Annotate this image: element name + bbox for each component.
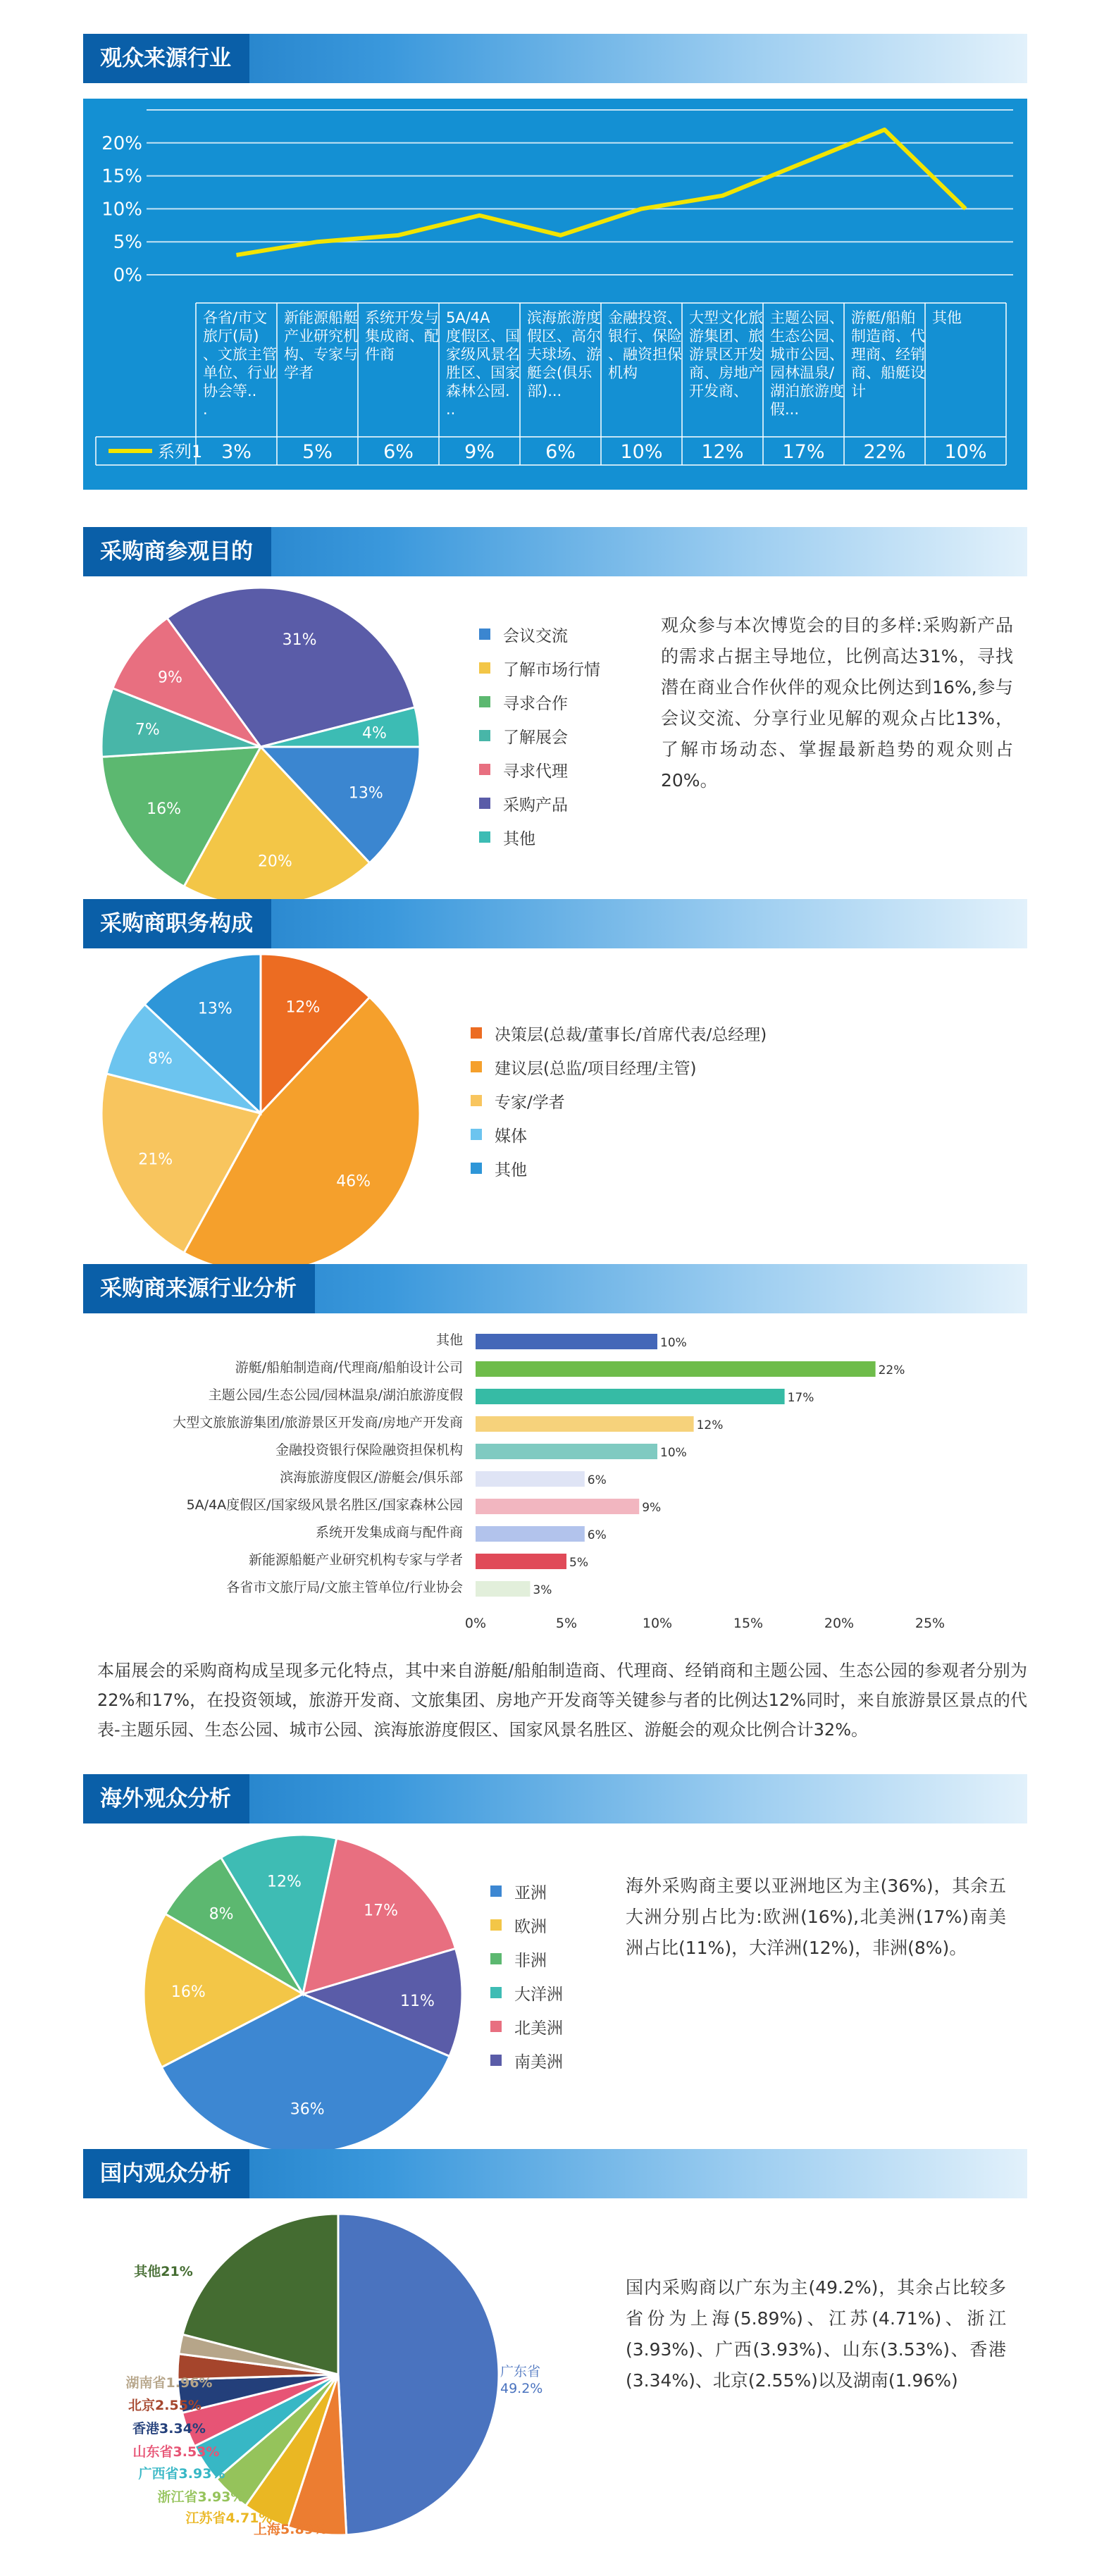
legend-label: 寻求代理 [503, 762, 568, 781]
pie-slice [338, 2214, 499, 2535]
slice-label: 北京2.55% [128, 2398, 202, 2413]
legend-label: 决策层(总裁/董事长/首席代表/总经理) [495, 1025, 767, 1044]
slice-label: 湖南省1.96% [125, 2375, 213, 2391]
legend-label: 南美洲 [514, 2052, 563, 2072]
overseas-legend-item [490, 1942, 563, 1976]
bar [476, 1554, 566, 1569]
pie-chart-visit-purpose [99, 585, 423, 909]
bar [476, 1416, 694, 1432]
x-tick-label: 0% [464, 1616, 487, 1631]
bar-value-label: 6% [587, 1528, 607, 1542]
bar-value-label: 12% [696, 1418, 724, 1432]
legend-label: 欧洲 [514, 1917, 547, 1936]
legend-swatch [479, 764, 490, 775]
section-header-overseas-audience [83, 1774, 1027, 1823]
category-label: 各省/市文旅厅(局)、文旅主管单位、行业协会等.. . [203, 309, 277, 418]
bar-value-label: 5% [569, 1556, 588, 1570]
bar [476, 1389, 785, 1404]
bar-chart-industry-analysis [70, 1325, 1043, 1649]
legend-label: 其他 [495, 1160, 527, 1179]
category-label: 主题公园、生态公园、城市公园、园林温泉/湖泊旅游度假... [770, 309, 844, 418]
x-tick-label: 20% [824, 1616, 855, 1631]
slice-label: 46% [336, 1172, 371, 1191]
legend-swatch [490, 1919, 502, 1931]
job-composition-legend-item [471, 1117, 767, 1151]
legend-swatch [471, 1129, 482, 1140]
slice-label: 浙江省3.93% [157, 2489, 244, 2505]
legend-swatch [479, 696, 490, 707]
data-value-label: 10% [620, 441, 663, 463]
data-value-label: 5% [302, 441, 333, 463]
slice-label: 13% [348, 784, 383, 803]
pie-chart-job-composition [99, 951, 423, 1275]
legend-label: 会议交流 [503, 626, 568, 645]
legend-swatch [490, 2055, 502, 2066]
legend-label-series1: 系列1 [158, 442, 203, 462]
visit-purpose-legend-item [479, 820, 600, 854]
pie-chart-domestic-audience [56, 2205, 578, 2544]
legend-label: 采购产品 [503, 795, 568, 815]
job-composition-legend-item [471, 1050, 767, 1084]
category-label: 系统开发与集成商、配件商 [365, 309, 439, 363]
visit-purpose-legend-item [479, 685, 600, 719]
y-tick-label: 0% [113, 265, 142, 286]
slice-label: 8% [209, 1905, 234, 1924]
slice-label: 49.2% [500, 2381, 543, 2396]
industry-analysis-description: 本届展会的采购商构成呈现多元化特点，其中来自游艇/船舶制造商、代理商、经销商和主题公园、生态公园的参观者分别为22%和17%，在投资领域，旅游开发商、文旅集团、房地产开发商等关键参与者的比例达12%同时，来自旅游景区景点的代表-主题乐园、生态公园、城市公园、滨海旅游度假区、国家风景名胜区、游艇会的观众比例合计32%。 [97, 1661, 1027, 1740]
x-tick-label: 10% [642, 1616, 673, 1631]
section-title: 采购商来源行业分析 [83, 1264, 315, 1313]
slice-label: 20% [257, 853, 292, 871]
slice-label: 广西省3.93% [138, 2466, 225, 2482]
bar-category-label: 其他 [435, 1332, 463, 1348]
legend-label: 了解市场行情 [503, 660, 600, 679]
legend-swatch [479, 662, 490, 674]
domestic-audience-description: 国内采购商以广东为主(49.2%)，其余占比较多省份为上海(5.89%)、江苏(4.71%)、浙江(3.93%)、广西(3.93%)、山东(3.53%)、香港(3.34%)、北京(2.55%)以及湖南(1.96%) [626, 2277, 1006, 2391]
series-line-series1 [237, 130, 966, 255]
slice-label: 17% [364, 1902, 399, 1920]
category-label: 新能源船艇产业研究机构、专家与学者 [284, 309, 358, 381]
data-value-label: 12% [701, 441, 744, 463]
legend-label: 非洲 [514, 1951, 547, 1970]
slice-label: 上海5.89% [254, 2522, 327, 2537]
bar-value-label: 3% [533, 1583, 552, 1597]
section-title: 国内观众分析 [83, 2149, 249, 2198]
x-tick-label: 15% [733, 1616, 764, 1631]
section-title: 观众来源行业 [83, 34, 249, 83]
bar [476, 1444, 657, 1459]
y-tick-label: 10% [101, 199, 142, 221]
section-title: 采购商参观目的 [83, 527, 271, 576]
bar-value-label: 10% [660, 1336, 687, 1350]
legend-swatch [490, 1885, 502, 1897]
slice-label: 13% [197, 1000, 232, 1018]
bar [476, 1499, 639, 1514]
bar-category-label: 新能源船艇产业研究机构专家与学者 [248, 1552, 463, 1568]
overseas-audience-description: 海外采购商主要以亚洲地区为主(36%)，其余五大洲分别占比为:欧洲(16%),北美洲(17%)南美洲占比(11%)，大洋洲(12%)，非洲(8%)。 [626, 1876, 1006, 1958]
slice-label: 21% [138, 1151, 173, 1169]
legend-swatch [479, 628, 490, 640]
visit-purpose-legend-item [479, 617, 600, 651]
overseas-legend-item [490, 1874, 563, 1908]
slice-label: 12% [266, 1873, 302, 1891]
legend-swatch [490, 1953, 502, 1964]
legend-job-composition [471, 1016, 767, 1185]
data-value-label: 3% [221, 441, 252, 463]
bar-value-label: 10% [660, 1446, 687, 1460]
section-header-job-composition [83, 899, 1027, 948]
bar-category-label: 5A/4A度假区/国家级风景名胜区/国家森林公园 [186, 1497, 463, 1513]
legend-label: 亚洲 [514, 1883, 547, 1902]
category-label: 游艇/船舶制造商、代理商、经销商、船艇设计 [851, 309, 925, 400]
slice-label: 31% [282, 631, 317, 649]
section-title: 海外观众分析 [83, 1774, 249, 1823]
data-value-label: 6% [545, 441, 576, 463]
slice-label: 香港3.34% [132, 2421, 206, 2436]
bar-category-label: 游艇/船舶制造商/代理商/船舶设计公司 [235, 1360, 463, 1375]
job-composition-legend-item [471, 1151, 767, 1185]
slice-label: 7% [135, 721, 160, 739]
data-value-label: 22% [863, 441, 906, 463]
category-label: 金融投资、银行、保险、融资担保机构 [608, 309, 682, 381]
legend-label: 建议层(总监/项目经理/主管) [495, 1059, 697, 1078]
slice-label: 江苏省4.71% [185, 2510, 273, 2526]
legend-swatch [490, 1987, 502, 1998]
job-composition-legend-item [471, 1016, 767, 1050]
bar-category-label: 金融投资银行保险融资担保机构 [275, 1442, 463, 1458]
legend-label: 寻求合作 [503, 694, 568, 713]
bar-value-label: 17% [787, 1391, 814, 1405]
slice-label: 4% [361, 724, 387, 743]
section-header-domestic-audience [83, 2149, 1027, 2198]
visit-purpose-description: 观众参与本次博览会的目的多样:采购新产品的需求占据主导地位，比例高达31%，寻找潜在商业合作伙伴的观众比例达到16%,参与会议交流、分享行业见解的观众占比13%，了解市场动态、掌握最新趋势的观众则占20%。 [661, 615, 1013, 791]
data-value-label: 9% [464, 441, 495, 463]
x-tick-label: 25% [914, 1616, 946, 1631]
slice-label: 8% [147, 1050, 173, 1068]
legend-label: 其他 [503, 829, 535, 848]
slice-label: 9% [157, 669, 182, 687]
legend-swatch [490, 2021, 502, 2032]
category-label: 5A/4A 度假区、国家级风景名胜区、国家森林公园. .. [446, 309, 520, 418]
slice-label: 山东省3.53% [132, 2444, 220, 2460]
legend-swatch [471, 1095, 482, 1106]
section-header-industry-analysis [83, 1264, 1027, 1313]
bar-category-label: 大型文旅旅游集团/旅游景区开发商/房地产开发商 [173, 1415, 463, 1430]
visit-purpose-legend-item [479, 753, 600, 786]
bar [476, 1361, 876, 1377]
legend-swatch [479, 730, 490, 741]
slice-label: 广东省 [500, 2364, 541, 2379]
bar [476, 1471, 585, 1487]
legend-label: 媒体 [495, 1127, 527, 1146]
overseas-legend-item [490, 1908, 563, 1942]
bar-value-label: 9% [642, 1501, 662, 1515]
legend-label: 了解展会 [503, 728, 568, 747]
y-tick-label: 15% [101, 166, 142, 187]
bar-category-label: 主题公园/生态公园/园林温泉/湖泊旅游度假 [208, 1387, 463, 1403]
slice-label: 其他21% [134, 2264, 193, 2279]
slice-label: 12% [285, 998, 321, 1017]
bar-category-label: 系统开发集成商与配件商 [315, 1525, 463, 1540]
legend-swatch [479, 831, 490, 843]
category-label: 其他 [932, 309, 962, 326]
line-chart [83, 99, 1027, 490]
section-header-visit-purpose [83, 527, 1027, 576]
line-chart-panel [83, 99, 1027, 490]
legend-swatch [471, 1027, 482, 1039]
y-tick-label: 5% [113, 232, 142, 254]
bar-value-label: 6% [587, 1473, 607, 1487]
slice-label: 16% [170, 1983, 206, 2002]
bar-category-label: 各省市文旅厅局/文旅主管单位/行业协会 [226, 1580, 463, 1595]
legend-label: 大洋洲 [514, 1985, 563, 2004]
visit-purpose-legend-item [479, 651, 600, 685]
y-tick-label: 20% [101, 132, 142, 154]
overseas-legend-item [490, 2043, 563, 2077]
bar [476, 1581, 530, 1597]
legend-label: 专家/学者 [495, 1093, 565, 1112]
legend-overseas-audience [490, 1874, 563, 2077]
overseas-legend-item [490, 2010, 563, 2043]
overseas-legend-item [490, 1976, 563, 2010]
bar-value-label: 22% [878, 1363, 905, 1377]
legend-swatch [471, 1061, 482, 1072]
visit-purpose-legend-item [479, 719, 600, 753]
legend-visit-purpose [479, 617, 600, 854]
section-title: 采购商职务构成 [83, 899, 271, 948]
legend-swatch [479, 798, 490, 809]
bar [476, 1526, 585, 1542]
legend-swatch [471, 1163, 482, 1174]
section-header-audience-industry [83, 34, 1027, 83]
category-label: 滨海旅游度假区、高尔夫球场、游艇会(俱乐部)... [527, 309, 601, 400]
slice-label: 11% [400, 1993, 435, 2011]
slice-label: 16% [147, 800, 182, 819]
data-value-label: 17% [782, 441, 825, 463]
pie-chart-overseas-audience [99, 1832, 472, 2156]
visit-purpose-legend-item [479, 786, 600, 820]
slice-label: 36% [290, 2100, 325, 2119]
x-tick-label: 5% [555, 1616, 578, 1631]
bar [476, 1334, 657, 1349]
data-value-label: 6% [383, 441, 414, 463]
legend-label: 北美洲 [514, 2019, 563, 2038]
category-label: 大型文化旅游集团、旅游景区开发商、房地产开发商、 [689, 309, 763, 400]
data-value-label: 10% [944, 441, 987, 463]
bar-category-label: 滨海旅游度假区/游艇会/俱乐部 [280, 1470, 463, 1485]
job-composition-legend-item [471, 1084, 767, 1117]
